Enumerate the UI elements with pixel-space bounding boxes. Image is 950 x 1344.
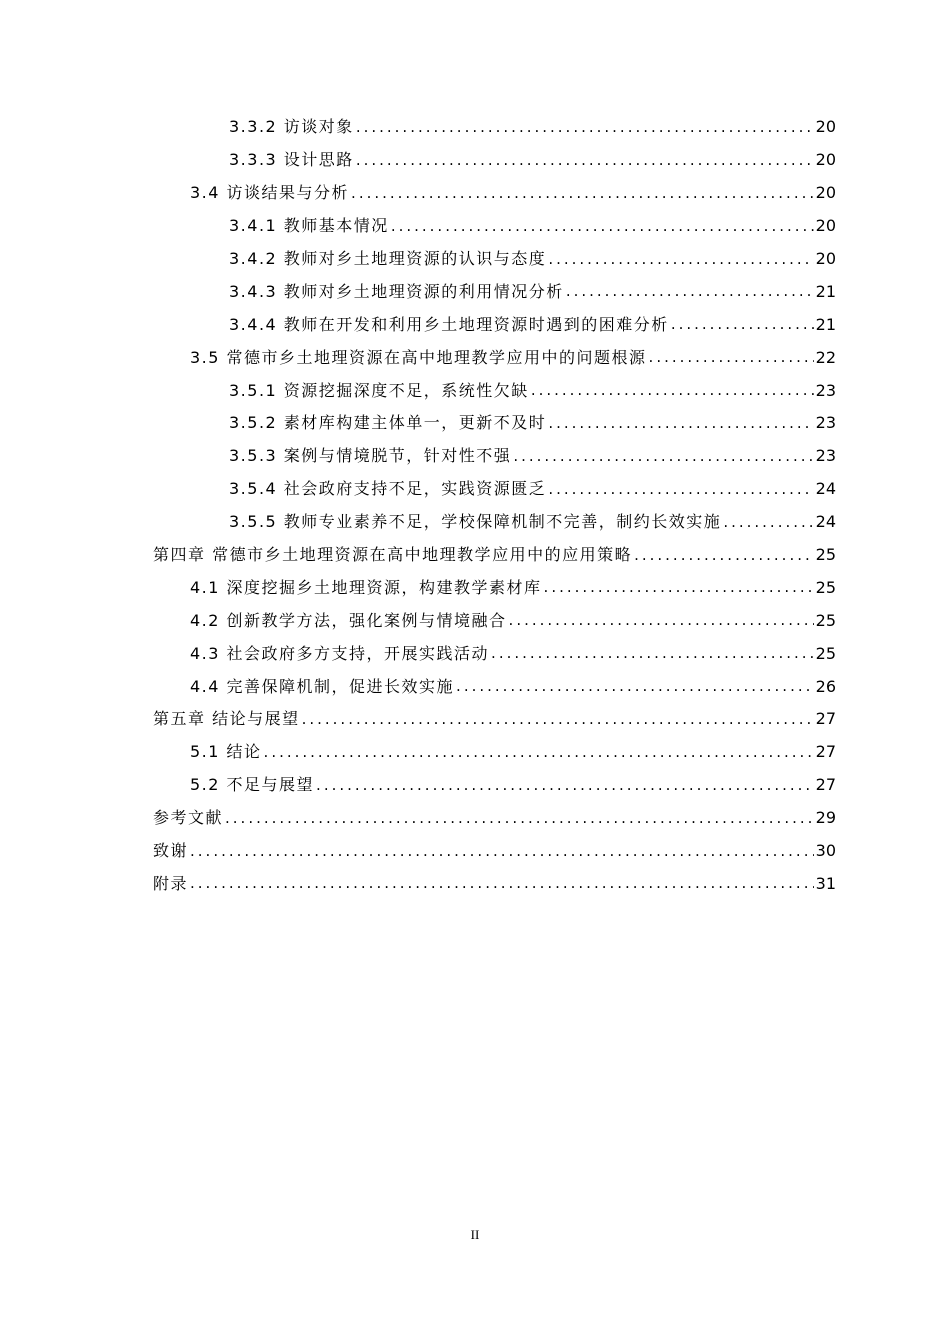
toc-entry-title: 4.2 创新教学方法，强化案例与情境融合 bbox=[190, 610, 507, 630]
toc-entry-title: 3.5 常德市乡土地理资源在高中地理教学应用中的问题根源 bbox=[190, 347, 647, 367]
toc-entry-page-number: 20 bbox=[815, 216, 836, 236]
toc-entry[interactable] bbox=[0, 703, 950, 736]
toc-entry[interactable] bbox=[0, 275, 950, 308]
toc-entry-title: 3.5.4 社会政府支持不足，实践资源匮乏 bbox=[229, 479, 547, 499]
toc-entry-page-number: 20 bbox=[815, 249, 836, 268]
toc-entry-page-number: 27 bbox=[815, 775, 836, 795]
toc-entry-title: 3.5.2 素材库构建主体单一，更新不及时 bbox=[229, 413, 547, 433]
toc-dot-leader bbox=[723, 515, 813, 530]
toc-entry[interactable] bbox=[0, 571, 950, 604]
toc-entry-title: 附录 bbox=[153, 873, 189, 893]
toc-entry[interactable] bbox=[0, 111, 950, 144]
toc-dot-leader bbox=[264, 745, 814, 760]
toc-entry-page-number: 23 bbox=[815, 413, 836, 433]
toc-entry[interactable] bbox=[0, 835, 950, 868]
toc-entry-page-number: 21 bbox=[815, 314, 836, 334]
toc-entry[interactable] bbox=[0, 506, 950, 539]
toc-entry[interactable] bbox=[0, 539, 950, 572]
toc-entry-title: 5.2 不足与展望 bbox=[190, 775, 315, 795]
toc-entry-title: 4.4 完善保障机制，促进长效实施 bbox=[190, 676, 455, 696]
toc-entry-title: 4.3 社会政府多方支持，开展实践活动 bbox=[190, 643, 490, 663]
toc-entry[interactable] bbox=[0, 440, 950, 473]
toc-entry[interactable] bbox=[0, 243, 950, 276]
toc-entry-title: 第四章 常德市乡土地理资源在高中地理教学应用中的应用策略 bbox=[153, 545, 633, 565]
toc-entry-title: 3.5.5 教师专业素养不足，学校保障机制不完善，制约长效实施 bbox=[229, 512, 722, 532]
toc-entry-page-number: 20 bbox=[815, 183, 836, 203]
toc-entry-title: 3.5.3 案例与情境脱节，针对性不强 bbox=[229, 446, 512, 466]
toc-entry[interactable] bbox=[0, 736, 950, 769]
table-of-contents bbox=[0, 111, 950, 900]
toc-entry-title: 3.5.1 资源挖掘深度不足，系统性欠缺 bbox=[229, 380, 529, 400]
toc-entry[interactable] bbox=[0, 210, 950, 243]
toc-entry[interactable] bbox=[0, 473, 950, 506]
toc-entry-page-number: 29 bbox=[815, 808, 836, 828]
toc-dot-leader bbox=[513, 449, 813, 464]
toc-dot-leader bbox=[456, 679, 814, 694]
toc-dot-leader bbox=[531, 383, 814, 398]
toc-dot-leader bbox=[356, 120, 814, 135]
toc-entry-page-number: 20 bbox=[815, 117, 836, 137]
toc-dot-leader bbox=[548, 482, 813, 497]
toc-entry-page-number: 24 bbox=[815, 479, 836, 499]
toc-dot-leader bbox=[566, 284, 814, 299]
toc-dot-leader bbox=[548, 416, 813, 431]
toc-entry-page-number: 26 bbox=[815, 676, 836, 696]
toc-dot-leader bbox=[649, 350, 814, 365]
toc-entry-page-number: 20 bbox=[815, 150, 836, 170]
toc-entry-page-number: 25 bbox=[815, 610, 836, 630]
toc-entry[interactable] bbox=[0, 604, 950, 637]
toc-dot-leader bbox=[225, 811, 814, 826]
toc-entry[interactable] bbox=[0, 407, 950, 440]
toc-entry-page-number: 22 bbox=[815, 347, 836, 367]
toc-entry-page-number: 23 bbox=[815, 446, 836, 466]
toc-dot-leader bbox=[544, 580, 814, 595]
toc-entry-title: 3.4 访谈结果与分析 bbox=[190, 183, 350, 203]
toc-entry-title: 3.4.1 教师基本情况 bbox=[229, 216, 389, 236]
toc-entry-page-number: 25 bbox=[815, 545, 836, 565]
toc-entry[interactable] bbox=[0, 341, 950, 374]
toc-entry[interactable] bbox=[0, 867, 950, 900]
toc-entry-page-number: 25 bbox=[815, 577, 836, 597]
toc-dot-leader bbox=[190, 844, 814, 859]
toc-dot-leader bbox=[491, 646, 814, 661]
toc-entry[interactable] bbox=[0, 769, 950, 802]
toc-entry-page-number: 24 bbox=[815, 512, 836, 532]
toc-dot-leader bbox=[509, 613, 814, 628]
toc-entry-page-number: 31 bbox=[815, 873, 836, 893]
toc-entry-title: 第五章 结论与展望 bbox=[153, 709, 300, 729]
toc-dot-leader bbox=[356, 153, 814, 168]
toc-entry-title: 3.4.3 教师对乡土地理资源的利用情况分析 bbox=[229, 281, 564, 301]
toc-dot-leader bbox=[302, 712, 814, 727]
toc-entry-title: 3.3.3 设计思路 bbox=[229, 150, 354, 170]
toc-entry-title: 5.1 结论 bbox=[190, 742, 262, 762]
toc-entry-page-number: 23 bbox=[815, 380, 836, 400]
toc-entry-title: 3.4.4 教师在开发和利用乡土地理资源时遇到的困难分析 bbox=[229, 314, 669, 334]
toc-entry[interactable] bbox=[0, 670, 950, 703]
toc-dot-leader bbox=[634, 548, 814, 563]
toc-entry[interactable] bbox=[0, 637, 950, 670]
toc-dot-leader bbox=[391, 219, 814, 234]
toc-dot-leader bbox=[316, 778, 814, 793]
toc-entry[interactable] bbox=[0, 177, 950, 210]
toc-dot-leader bbox=[190, 876, 814, 891]
toc-entry-title: 3.4.2 教师对乡土地理资源的认识与态度 bbox=[229, 249, 547, 268]
toc-dot-leader bbox=[671, 317, 814, 332]
toc-entry-page-number: 21 bbox=[815, 281, 836, 301]
toc-entry-page-number: 25 bbox=[815, 643, 836, 663]
toc-entry[interactable] bbox=[0, 144, 950, 177]
toc-entry-page-number: 27 bbox=[815, 709, 836, 729]
toc-entry-title: 致谢 bbox=[153, 841, 189, 861]
toc-entry-page-number: 30 bbox=[815, 841, 836, 861]
toc-entry-title: 4.1 深度挖掘乡土地理资源，构建教学素材库 bbox=[190, 577, 542, 597]
toc-entry[interactable] bbox=[0, 802, 950, 835]
toc-entry-title: 3.3.2 访谈对象 bbox=[229, 117, 354, 137]
toc-entry-title: 参考文献 bbox=[153, 808, 224, 828]
toc-entry[interactable] bbox=[0, 374, 950, 407]
toc-dot-leader bbox=[548, 252, 813, 267]
toc-entry-page-number: 27 bbox=[815, 742, 836, 762]
page-number-footer: II bbox=[470, 1227, 480, 1242]
toc-entry[interactable] bbox=[0, 308, 950, 341]
toc-dot-leader bbox=[351, 186, 814, 201]
